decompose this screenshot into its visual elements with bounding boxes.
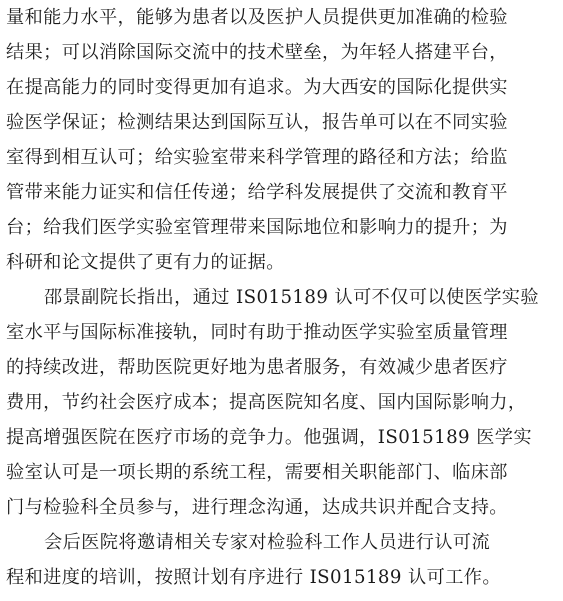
text-line: 量和能力水平，能够为患者以及医护人员提供更加准确的检验 xyxy=(6,7,508,28)
text-line: 台；给我们医学实验室管理带来国际地位和影响力的提升；为 xyxy=(6,217,508,238)
text-line: 会后医院将邀请相关专家对检验科工作人员进行认可流 xyxy=(44,532,491,553)
text-line: 门与检验科全员参与，进行理念沟通，达成共识并配合支持。 xyxy=(6,497,508,518)
text-line: 室水平与国际标准接轨，同时有助于推动医学实验室质量管理 xyxy=(6,322,508,343)
text-line: 验室认可是一项长期的系统工程，需要相关职能部门、临床部 xyxy=(6,462,508,483)
text-line: 邵景副院长指出，通过 IS015189 认可不仅可以使医学实验 xyxy=(44,287,539,308)
text-line: 室得到相互认可；给实验室带来科学管理的路径和方法；给监 xyxy=(6,147,508,168)
text-line: 提高增强医院在医疗市场的竞争力。他强调，IS015189 医学实 xyxy=(6,427,532,448)
text-line: 费用，节约社会医疗成本；提高医院知名度、国内国际影响力， xyxy=(6,392,527,413)
text-line: 验医学保证；检测结果达到国际互认，报告单可以在不同实验 xyxy=(6,112,508,133)
text-line: 在提高能力的同时变得更加有追求。为大西安的国际化提供实 xyxy=(6,77,508,98)
text-line: 结果；可以消除国际交流中的技术壁垒，为年轻人搭建平台， xyxy=(6,42,508,63)
text-line: 程和进度的培训，按照计划有序进行 IS015189 认可工作。 xyxy=(6,567,501,588)
text-line: 科研和论文提供了更有力的证据。 xyxy=(6,252,285,273)
text-line: 管带来能力证实和信任传递；给学科发展提供了交流和教育平 xyxy=(6,182,508,203)
text-line: 的持续改进，帮助医院更好地为患者服务，有效减少患者医疗 xyxy=(6,357,508,378)
